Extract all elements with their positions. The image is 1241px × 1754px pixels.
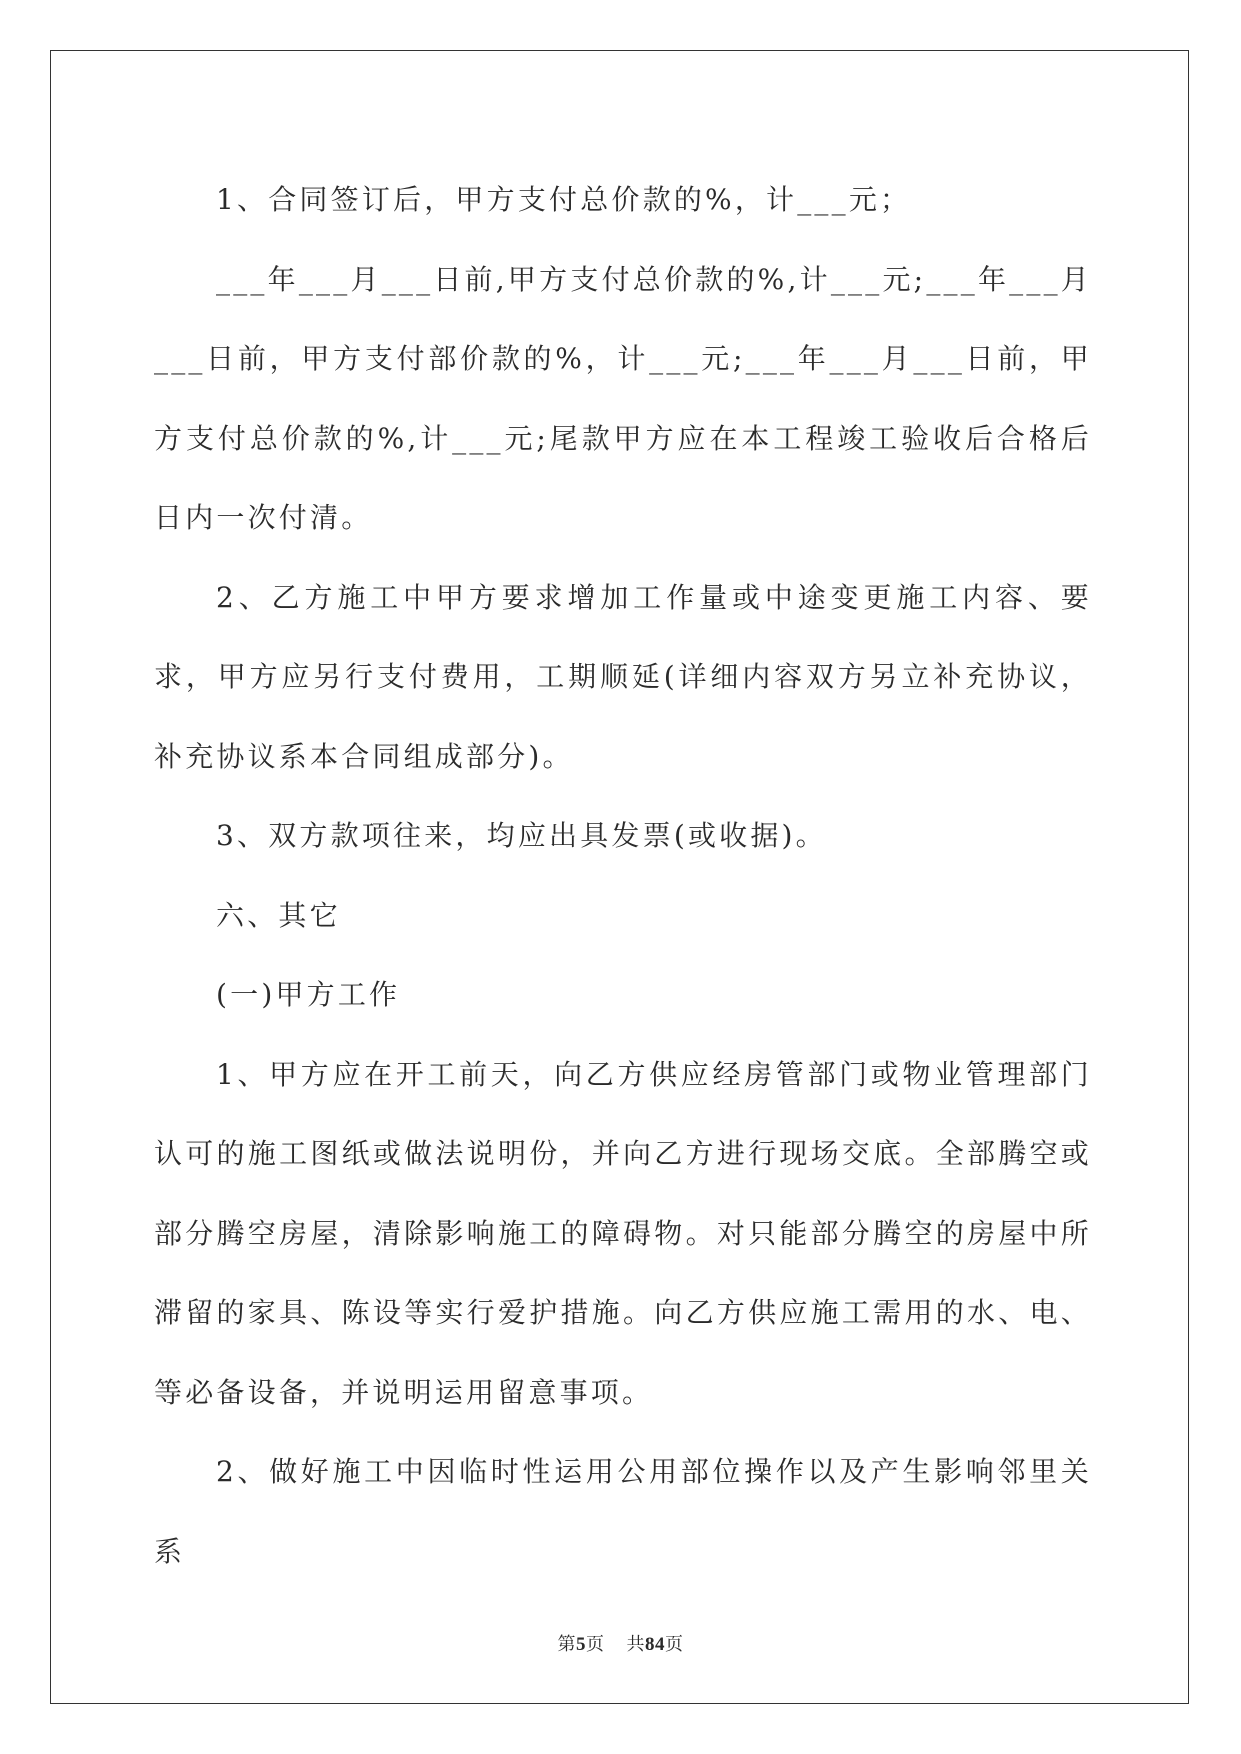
- paragraph-party-a-work-1: 1、甲方应在开工前天，向乙方供应经房管部门或物业管理部门认可的施工图纸或做法说明份，并向乙方进行现场交底。全部腾空或部分腾空房屋，清除影响施工的障碍物。对只能部分腾空的房屋中所滞留的家具、陈设等实行爱护措施。向乙方供应施工需用的水、电、等必备设备，并说明运用留意事项。: [154, 1057, 1092, 1409]
- footer-page-prefix: 第: [557, 1634, 576, 1655]
- footer-page-mid: 页: [586, 1634, 605, 1655]
- footer-total-prefix: 共: [626, 1634, 645, 1655]
- subsection-heading-party-a-work: (一)甲方工作: [216, 978, 401, 1011]
- footer-page-number: 5: [576, 1634, 586, 1655]
- paragraph-payment-3: 3、双方款项往来，均应出具发票(或收据)。: [216, 819, 827, 852]
- page-footer: [0, 1630, 1241, 1656]
- section-heading-other: 六、其它: [216, 898, 341, 932]
- footer-total-suffix: 页: [665, 1634, 684, 1655]
- footer-total-pages: 84: [645, 1634, 665, 1655]
- document-body: [154, 160, 1092, 1591]
- paragraph-party-a-work-2: 2、做好施工中因临时性运用公用部位操作以及产生影响邻里关系: [154, 1455, 1092, 1568]
- paragraph-payment-schedule: ___年___月___日前,甲方支付总价款的%,计___元;___年___月___日前，甲方支付部价款的%，计___元;___年___月___日前，甲方支付总价款的%,计___元;尾款甲方应在本工程竣工验收后合格后日内一次付清。: [154, 262, 1092, 534]
- paragraph-payment-2: 2、乙方施工中甲方要求增加工作量或中途变更施工内容、要求，甲方应另行支付费用，工期顺延(详细内容双方另立补充协议，补充协议系本合同组成部分)。: [154, 580, 1092, 773]
- paragraph-payment-1: 1、合同签订后，甲方支付总价款的%，计___元；: [216, 183, 912, 216]
